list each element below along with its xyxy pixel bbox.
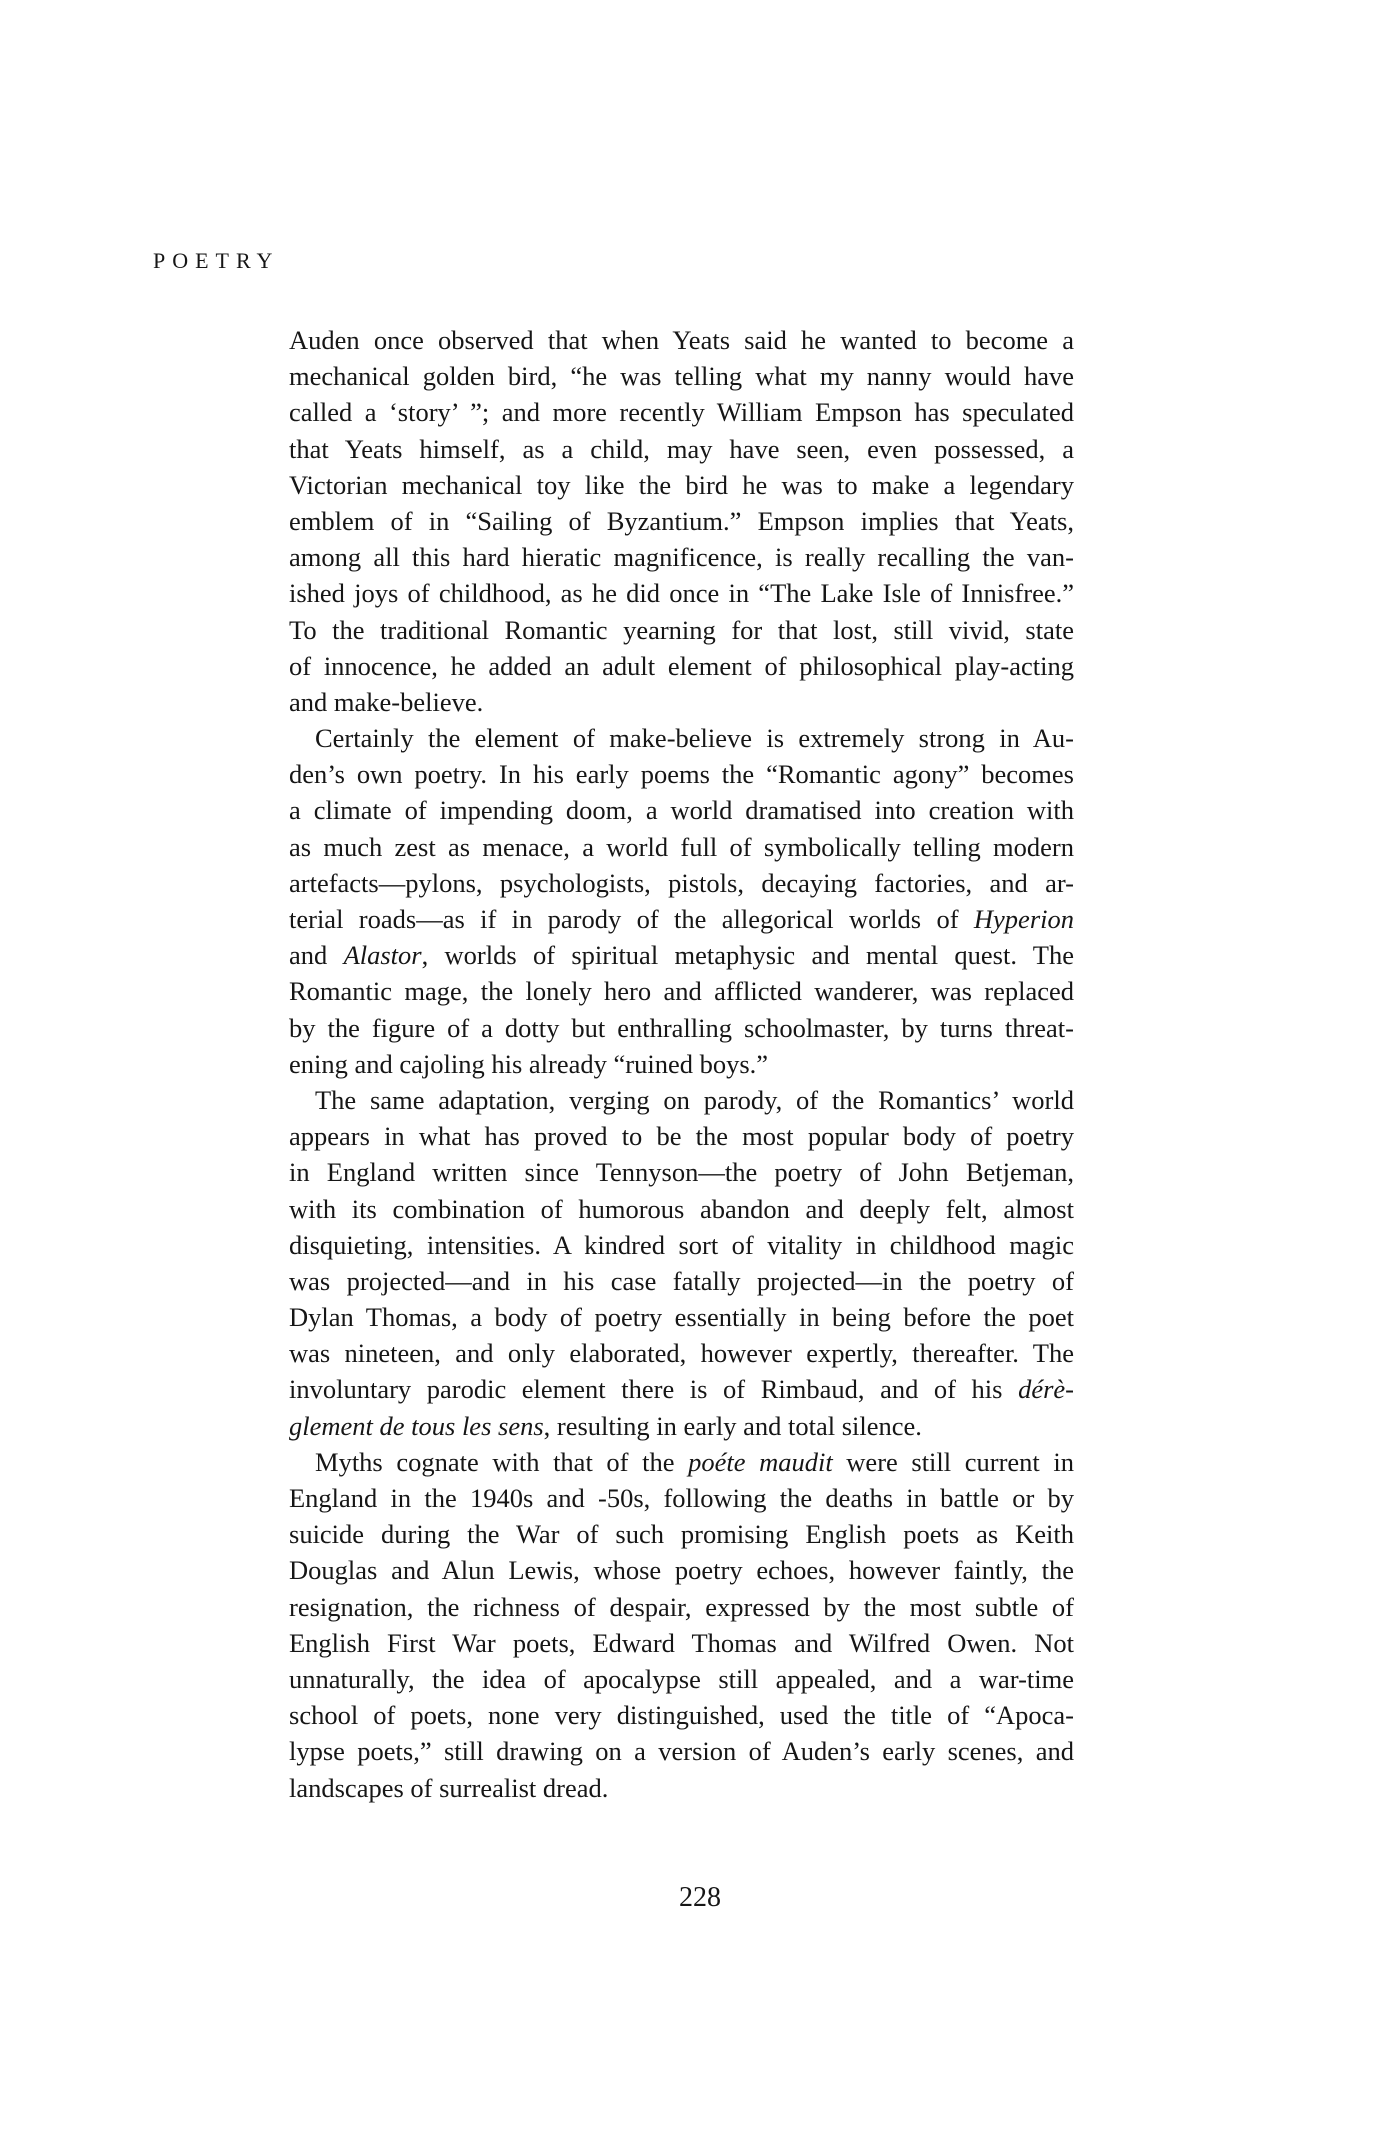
text-line: of innocence, he added an adult element of philosophical play-acting — [289, 650, 1074, 681]
page-number: 228 — [679, 1882, 721, 1913]
text-line: To the traditional Romantic yearning for that lost, still vivid, state — [289, 614, 1074, 645]
text-line: mechanical golden bird, “he was telling what my nanny would have — [289, 361, 1074, 392]
text-line: ished joys of childhood, as he did once in “The Lake Isle of Innisfree.” — [289, 578, 1074, 609]
text-line: England in the 1940s and -50s, following the deaths in battle or by — [289, 1483, 1074, 1513]
text-line: in England written since Tennyson—the poetry of John Betjeman, — [289, 1157, 1074, 1188]
text-line: lypse poets,” still drawing on a version of Auden’s early scenes, and — [289, 1736, 1074, 1767]
paragraph — [289, 1082, 1074, 1444]
text-line: Victorian mechanical toy like the bird he was to make a legendary — [289, 469, 1074, 500]
text-line: appears in what has proved to be the most popular body of poetry — [289, 1121, 1074, 1152]
text-line: Myths cognate with that of the poéte maudit were still current in — [315, 1446, 1075, 1477]
paragraph — [289, 1444, 1074, 1806]
text-line: by the figure of a dotty but enthralling schoolmaster, by turns threat- — [289, 1012, 1074, 1043]
text-line: English First War poets, Edward Thomas and Wilfred Owen. Not — [289, 1627, 1074, 1658]
text-line: and Alastor, worlds of spiritual metaphysic and mental quest. The — [289, 940, 1074, 971]
text-line: den’s own poetry. In his early poems the “Romantic agony” becomes — [289, 759, 1074, 790]
text-line: with its combination of humorous abandon and deeply felt, almost — [289, 1193, 1074, 1224]
text-line: ening and cajoling his already “ruined boys.” — [289, 1048, 769, 1079]
text-line: involuntary parodic element there is of Rimbaud, and of his dérè- — [289, 1374, 1074, 1405]
text-line: resignation, the richness of despair, expressed by the most subtle of — [289, 1591, 1074, 1622]
text-line: suicide during the War of such promising English poets as Keith — [289, 1519, 1074, 1550]
text-line: that Yeats himself, as a child, may have seen, even possessed, a — [289, 433, 1074, 464]
text-line: and make-believe. — [289, 686, 484, 717]
text-line: glement de tous les sens, resulting in early and total silence. — [289, 1410, 922, 1441]
text-line: landscapes of surrealist dread. — [289, 1772, 609, 1803]
text-line: Dylan Thomas, a body of poetry essentially in being before the poet — [289, 1302, 1074, 1333]
text-line: Douglas and Alun Lewis, whose poetry echoes, however faintly, the — [289, 1555, 1074, 1586]
text-line: emblem of in “Sailing of Byzantium.” Empson implies that Yeats, — [289, 505, 1074, 536]
text-line: terial roads—as if in parody of the allegorical worlds of Hyperion — [289, 904, 1074, 934]
text-line: artefacts—pylons, psychologists, pistols, decaying factories, and ar- — [289, 867, 1074, 898]
text-line: was nineteen, and only elaborated, however expertly, thereafter. The — [289, 1338, 1074, 1369]
text-line: The same adaptation, verging on parody, of the Romantics’ world — [315, 1084, 1074, 1115]
running-head: POETRY — [153, 248, 280, 273]
text-line: called a ‘story’ ”; and more recently William Empson has speculated — [289, 397, 1074, 428]
text-line: disquieting, intensities. A kindred sort of vitality in childhood magic — [289, 1229, 1074, 1260]
text-line: as much zest as menace, a world full of symbolically telling modern — [289, 831, 1074, 862]
text-line: Certainly the element of make-believe is extremely strong in Au- — [315, 723, 1074, 754]
text-line: a climate of impending doom, a world dramatised into creation with — [289, 795, 1074, 826]
text-line: was projected—and in his case fatally projected—in the poetry of — [289, 1265, 1074, 1296]
paragraph — [289, 720, 1074, 1082]
text-line: unnaturally, the idea of apocalypse still appealed, and a war-time — [289, 1663, 1074, 1694]
paragraph — [289, 322, 1074, 720]
text-line: among all this hard hieratic magnificence, is really recalling the van- — [289, 542, 1074, 573]
body-text — [289, 322, 1074, 1806]
text-line: school of poets, none very distinguished, used the title of “Apoca- — [289, 1700, 1074, 1731]
text-line: Auden once observed that when Yeats said he wanted to become a — [289, 325, 1074, 355]
text-line: Romantic mage, the lonely hero and afflicted wanderer, was replaced — [289, 976, 1074, 1007]
